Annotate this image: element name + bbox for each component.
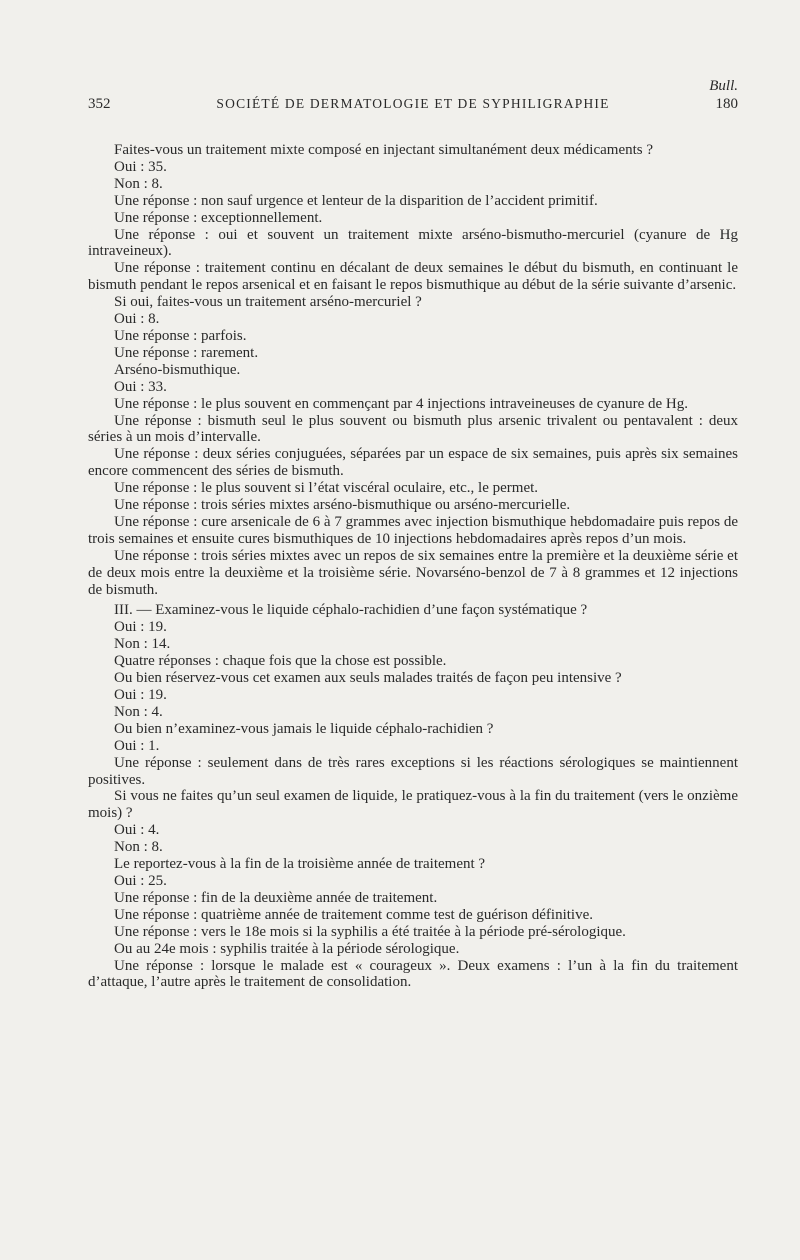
paragraph: Une réponse : bismuth seul le plus souvent ou bismuth plus arsenic trivalent ou pentavalent : deux séries à un mois d’intervalle.	[88, 412, 738, 446]
paragraph: Si vous ne faites qu’un seul examen de liquide, le pratiquez-vous à la fin du traitement (vers le onzième mois) ?	[88, 788, 738, 822]
paragraph: Oui : 8.	[114, 311, 160, 328]
paragraph: Oui : 4.	[114, 822, 160, 839]
paragraph: Oui : 19.	[114, 687, 167, 703]
section-heading: III. — Examinez-vous le liquide céphalo-rachidien d’une façon systématique ?	[114, 602, 588, 619]
paragraph: Une réponse : cure arsenicale de 6 à 7 grammes avec injection bismuthique hebdomadaire puis repos de trois semaines et ensuite cures bismuthiques de 10 injections hebdomadaires après repos d’un mois.	[88, 513, 738, 547]
paragraph: Arséno-bismuthique.	[114, 361, 241, 378]
paragraph: Une réponse : parfois.	[114, 327, 247, 344]
paragraph: Une réponse : seulement dans de très rares exceptions si les réactions sérologiques se maintiennent positives.	[88, 754, 738, 788]
volume-number: 180	[715, 96, 738, 112]
paragraph: Une réponse : rarement.	[114, 344, 259, 361]
page-number: 352	[88, 96, 111, 112]
body-text	[88, 142, 738, 991]
paragraph: Une réponse : exceptionnellement.	[114, 209, 323, 226]
running-title: SOCIÉTÉ DE DERMATOLOGIE ET DE SYPHILIGRAPHIE	[216, 96, 610, 111]
running-header	[88, 96, 738, 113]
paragraph: Une réponse : fin de la deuxième année de traitement.	[114, 889, 438, 906]
paragraph: Quatre réponses : chaque fois que la chose est possible.	[114, 653, 447, 670]
paragraph: Une réponse : deux séries conjuguées, séparées par un espace de six semaines, puis après six semaines encore commencent des séries de bismuth.	[88, 446, 738, 480]
paragraph: Non : 14.	[114, 636, 171, 653]
paragraph: Le reportez-vous à la fin de la troisième année de traitement ?	[114, 856, 486, 873]
paragraph: Une réponse : le plus souvent si l’état viscéral oculaire, etc., le permet.	[114, 480, 539, 497]
paragraph: Non : 8.	[114, 175, 163, 192]
paragraph: Une réponse : le plus souvent en commençant par 4 injections intraveineuses de cyanure de Hg.	[114, 395, 688, 412]
paragraph: Oui : 33.	[114, 378, 167, 395]
paragraph: Une réponse : trois séries mixtes arséno-bismuthique ou arséno-mercurielle.	[114, 497, 571, 514]
paragraph: Oui : 19.	[114, 619, 167, 636]
paragraph: Ou bien n’examinez-vous jamais le liquide céphalo-rachidien ?	[114, 720, 494, 737]
journal-abbreviation: Bull.	[709, 78, 738, 94]
paragraph: Non : 4.	[114, 703, 163, 720]
paragraph: Une réponse : traitement continu en décalant de deux semaines le début du bismuth, en continuant le bismuth pendant le repos arsenical et en faisant le repos bismuthique au début de la série suivante d’arsenic.	[88, 260, 738, 294]
paragraph: Oui : 35.	[114, 158, 167, 175]
paragraph: Une réponse : oui et souvent un traitement mixte arséno-bismutho-mercuriel (cyanure de Hg intraveineux).	[88, 226, 738, 260]
paragraph: Une réponse : non sauf urgence et lenteur de la disparition de l’accident primitif.	[114, 192, 598, 209]
paragraph: Une réponse : quatrième année de traitement comme test de guérison définitive.	[114, 906, 593, 923]
paragraph: Ou au 24e mois : syphilis traitée à la période sérologique.	[114, 940, 460, 957]
paragraph: Une réponse : vers le 18e mois si la syphilis a été traitée à la période pré-sérologique.	[114, 923, 626, 940]
paragraph: Faites-vous un traitement mixte composé en injectant simultanément deux médicaments ?	[114, 142, 654, 158]
paragraph: Une réponse : trois séries mixtes avec un repos de six semaines entre la première et la deuxième série et de deux mois entre la deuxième et la troisième série. Novarséno-benzol de 7 à 8 grammes et 12 injections de bismuth.	[88, 547, 738, 598]
paragraph: Une réponse : lorsque le malade est « courageux ». Deux examens : l’un à la fin du traitement d’attaque, l’autre après le traitement de consolidation.	[88, 957, 738, 991]
paragraph: Ou bien réservez-vous cet examen aux seuls malades traités de façon peu intensive ?	[114, 670, 622, 687]
paragraph: Oui : 1.	[114, 737, 160, 754]
paragraph: Non : 8.	[114, 839, 163, 856]
paragraph: Si oui, faites-vous un traitement arséno-mercuriel ?	[114, 294, 422, 311]
paragraph: Oui : 25.	[114, 872, 167, 889]
